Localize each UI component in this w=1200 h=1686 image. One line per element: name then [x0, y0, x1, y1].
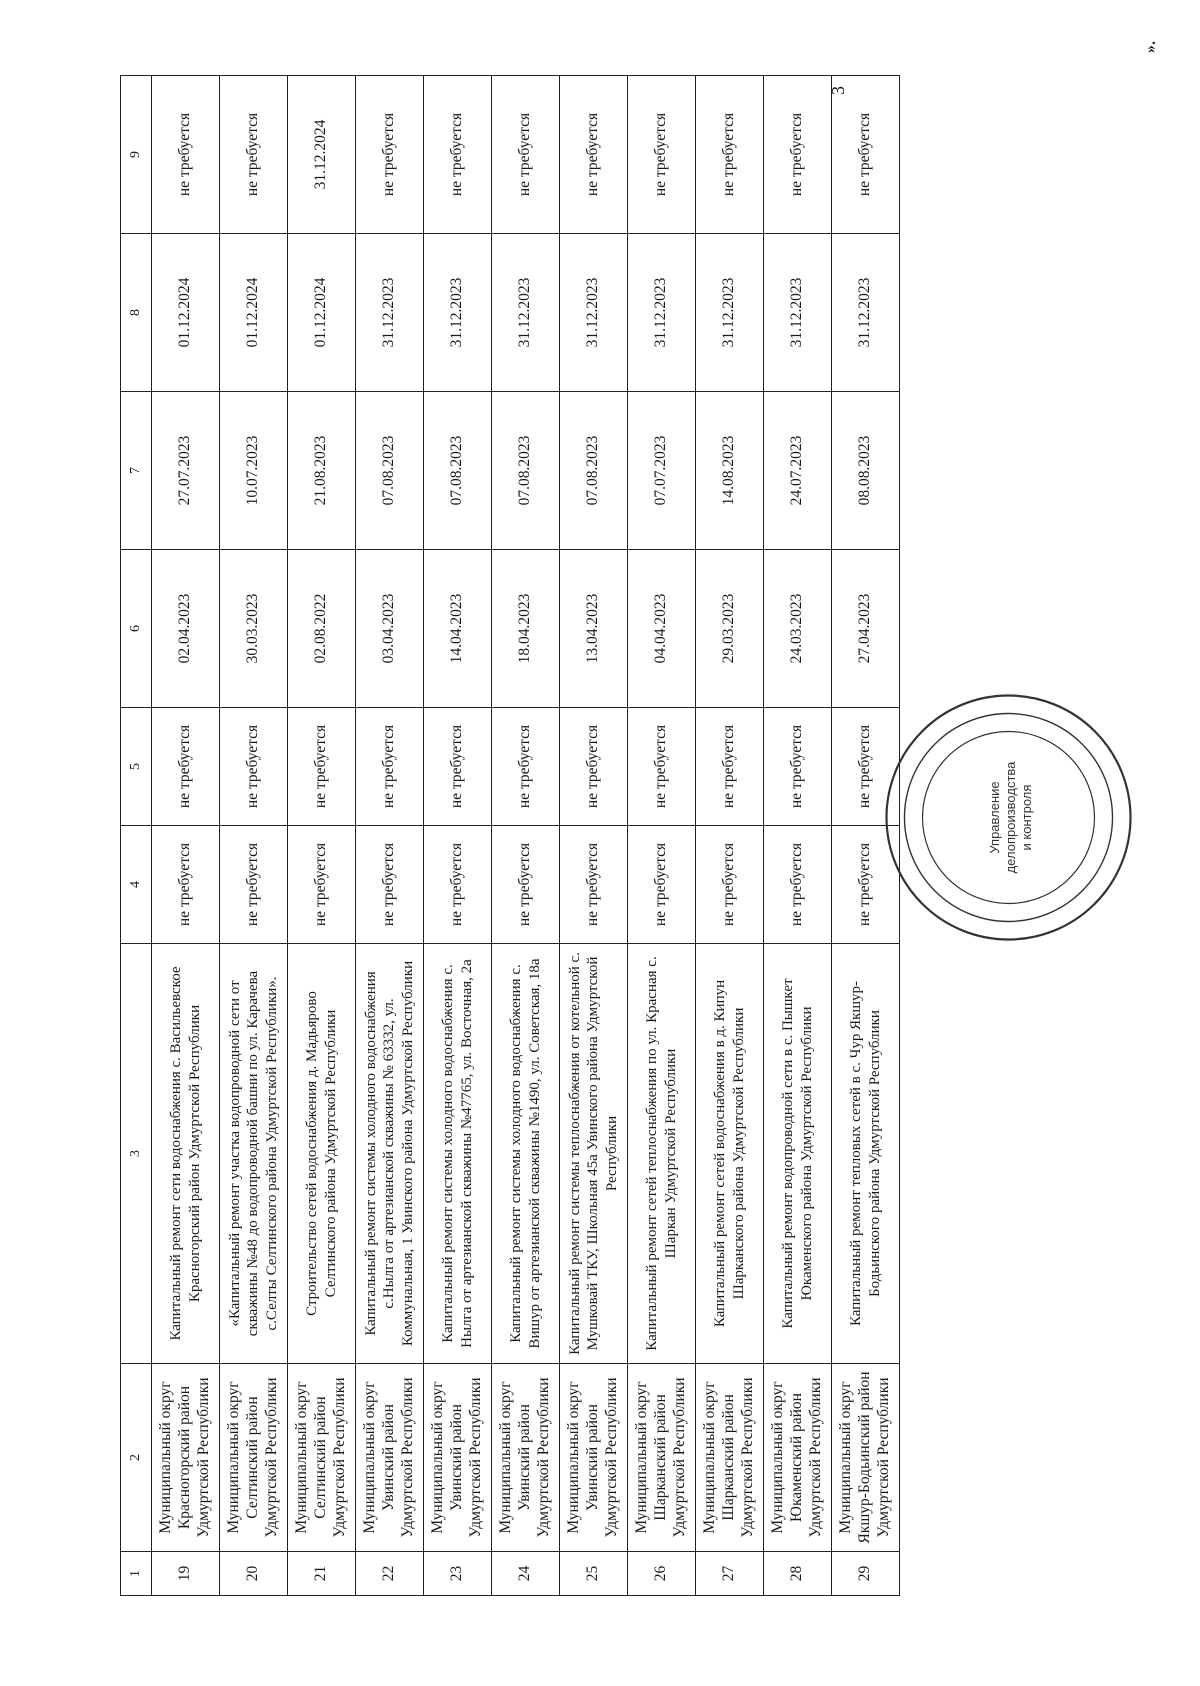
table-row [492, 76, 560, 1596]
table-row [288, 76, 356, 1596]
cell-col-5: не требуется [628, 708, 696, 826]
cell-col-7: 07.07.2023 [628, 392, 696, 550]
cell-col-5: не требуется [288, 708, 356, 826]
cell-col-9: не требуется [764, 76, 832, 234]
cell-col-8: 31.12.2023 [764, 234, 832, 392]
cell-col-5: не требуется [220, 708, 288, 826]
cell-col-5: не требуется [696, 708, 764, 826]
cell-col-6: 24.03.2023 [764, 550, 832, 708]
cell-col-9: не требуется [560, 76, 628, 234]
cell-col-4: не требуется [288, 826, 356, 944]
cell-col-9: не требуется [696, 76, 764, 234]
cell-col-9: не требуется [220, 76, 288, 234]
cell-col-1: 23 [424, 1552, 492, 1596]
table-row [424, 76, 492, 1596]
cell-col-8: 31.12.2023 [492, 234, 560, 392]
cell-col-1: 27 [696, 1552, 764, 1596]
cell-col-2: Муниципальный округ Увинский район Удмуртской Республики [492, 1364, 560, 1552]
cell-col-4: не требуется [832, 826, 900, 944]
cell-col-9: не требуется [492, 76, 560, 234]
cell-col-6: 14.04.2023 [424, 550, 492, 708]
cell-col-7: 07.08.2023 [424, 392, 492, 550]
cell-col-4: не требуется [628, 826, 696, 944]
cell-col-1: 22 [356, 1552, 424, 1596]
cell-col-3: Капитальный ремонт тепловых сетей в с. Чур Якшур-Бодьинского района Удмуртской Республики [832, 944, 900, 1364]
cell-col-5: не требуется [152, 708, 220, 826]
cell-col-9: 9 [121, 76, 152, 234]
header-row [121, 76, 152, 1596]
table-row [560, 76, 628, 1596]
cell-col-2: Муниципальный округ Селтинский район Удмуртской Республики [220, 1364, 288, 1552]
cell-col-8: 31.12.2023 [696, 234, 764, 392]
cell-col-2: Муниципальный округ Юкаменский район Удмуртской Республики [764, 1364, 832, 1552]
stamp-line-2: делопроизводства [1003, 761, 1018, 874]
cell-col-3: Капитальный ремонт сетей теплоснабжения по ул. Красная с. Шаркан Удмуртской Республики [628, 944, 696, 1364]
cell-col-1: 28 [764, 1552, 832, 1596]
cell-col-6: 30.03.2023 [220, 550, 288, 708]
cell-col-4: не требуется [220, 826, 288, 944]
cell-col-5: не требуется [764, 708, 832, 826]
cell-col-6: 02.04.2023 [152, 550, 220, 708]
cell-col-9: не требуется [424, 76, 492, 234]
cell-col-3: Строительство сетей водоснабжения д. Мадьярово Селтинского района Удмуртской Республики [288, 944, 356, 1364]
projects-table [120, 75, 900, 1596]
stamp-line-1: Управление [987, 781, 1002, 854]
stamp-line-3: и контроля [1019, 784, 1034, 851]
cell-col-9: не требуется [152, 76, 220, 234]
cell-col-3: Капитальный ремонт системы теплоснабжения от котельной с. Мушковай ТКУ, Школьная 45а Увинского района Удмуртской Республики [560, 944, 628, 1364]
cell-col-7: 24.07.2023 [764, 392, 832, 550]
cell-col-3: Капитальный ремонт системы холодного водоснабжения с.Нылга от артезианской скважины № 63332, ул. Коммунальная, 1 Увинского района Удмуртской Республики [356, 944, 424, 1364]
cell-col-3: 3 [121, 944, 152, 1364]
cell-col-6: 27.04.2023 [832, 550, 900, 708]
cell-col-7: 08.08.2023 [832, 392, 900, 550]
cell-col-5: 5 [121, 708, 152, 826]
official-stamp [881, 690, 1136, 945]
cell-col-7: 7 [121, 392, 152, 550]
cell-col-5: не требуется [424, 708, 492, 826]
cell-col-4: не требуется [696, 826, 764, 944]
cell-col-2: Муниципальный округ Увинский район Удмуртской Республики [424, 1364, 492, 1552]
cell-col-6: 13.04.2023 [560, 550, 628, 708]
cell-col-8: 31.12.2023 [832, 234, 900, 392]
cell-col-1: 29 [832, 1552, 900, 1596]
cell-col-1: 24 [492, 1552, 560, 1596]
cell-col-8: 31.12.2023 [628, 234, 696, 392]
cell-col-7: 21.08.2023 [288, 392, 356, 550]
cell-col-6: 04.04.2023 [628, 550, 696, 708]
cell-col-6: 18.04.2023 [492, 550, 560, 708]
cell-col-6: 29.03.2023 [696, 550, 764, 708]
cell-col-7: 14.08.2023 [696, 392, 764, 550]
cell-col-7: 10.07.2023 [220, 392, 288, 550]
cell-col-2: Муниципальный округ Якшур-Бодьинский район Удмуртской Республики [832, 1364, 900, 1552]
cell-col-2: Муниципальный округ Шарканский район Удмуртской Республики [628, 1364, 696, 1552]
cell-col-6: 6 [121, 550, 152, 708]
cell-col-9: 31.12.2024 [288, 76, 356, 234]
cell-col-9: не требуется [832, 76, 900, 234]
cell-col-7: 27.07.2023 [152, 392, 220, 550]
cell-col-6: 03.04.2023 [356, 550, 424, 708]
cell-col-4: не требуется [764, 826, 832, 944]
cell-col-9: не требуется [628, 76, 696, 234]
cell-col-3: «Капитальный ремонт участка водопроводной сети от скважины №48 до водопроводной башни по ул. Карачева с.Селты Селтинского района Удмуртской Республики». [220, 944, 288, 1364]
cell-col-4: не требуется [560, 826, 628, 944]
table-row [152, 76, 220, 1596]
cell-col-7: 07.08.2023 [356, 392, 424, 550]
table-row [696, 76, 764, 1596]
cell-col-8: 31.12.2023 [424, 234, 492, 392]
cell-col-1: 19 [152, 1552, 220, 1596]
table-row [356, 76, 424, 1596]
cell-col-2: Муниципальный округ Увинский район Удмуртской Республики [356, 1364, 424, 1552]
cell-col-8: 8 [121, 234, 152, 392]
table-row [220, 76, 288, 1596]
cell-col-1: 1 [121, 1552, 152, 1596]
closing-quote-mark: ». [1142, 41, 1159, 53]
cell-col-5: не требуется [356, 708, 424, 826]
cell-col-2: Муниципальный округ Шарканский район Удмуртской Республики [696, 1364, 764, 1552]
cell-col-3: Капитальный ремонт сетей водоснабжения в д. Кипун Шарканского района Удмуртской Республики [696, 944, 764, 1364]
cell-col-2: 2 [121, 1364, 152, 1552]
cell-col-5: не требуется [560, 708, 628, 826]
cell-col-3: Капитальный ремонт системы холодного водоснабжения с. Вишур от артезианской скважины №1490, ул. Советская, 18а [492, 944, 560, 1364]
cell-col-4: не требуется [356, 826, 424, 944]
cell-col-5: не требуется [492, 708, 560, 826]
cell-col-4: не требуется [424, 826, 492, 944]
cell-col-3: Капитальный ремонт водопроводной сети в с. Пышкет Юкаменского района Удмуртской Республики [764, 944, 832, 1364]
cell-col-1: 20 [220, 1552, 288, 1596]
table-row [764, 76, 832, 1596]
cell-col-4: 4 [121, 826, 152, 944]
cell-col-1: 26 [628, 1552, 696, 1596]
cell-col-5: не требуется [832, 708, 900, 826]
cell-col-3: Капитальный ремонт системы холодного водоснабжения с. Нылга от артезианской скважины №47765, ул. Восточная, 2а [424, 944, 492, 1364]
cell-col-8: 31.12.2023 [560, 234, 628, 392]
cell-col-8: 01.12.2024 [288, 234, 356, 392]
cell-col-7: 07.08.2023 [560, 392, 628, 550]
cell-col-9: не требуется [356, 76, 424, 234]
cell-col-7: 07.08.2023 [492, 392, 560, 550]
cell-col-8: 31.12.2023 [356, 234, 424, 392]
cell-col-8: 01.12.2024 [220, 234, 288, 392]
cell-col-1: 25 [560, 1552, 628, 1596]
cell-col-1: 21 [288, 1552, 356, 1596]
cell-col-2: Муниципальный округ Селтинский район Удмуртской Республики [288, 1364, 356, 1552]
cell-col-2: Муниципальный округ Увинский район Удмуртской Республики [560, 1364, 628, 1552]
cell-col-6: 02.08.2022 [288, 550, 356, 708]
cell-col-4: не требуется [492, 826, 560, 944]
page-number: 3 [828, 86, 848, 95]
cell-col-3: Капитальный ремонт сети водоснабжения с. Васильевское Красногорский район Удмуртской Республики [152, 944, 220, 1364]
table-row [628, 76, 696, 1596]
cell-col-4: не требуется [152, 826, 220, 944]
cell-col-2: Муниципальный округ Красногорский район Удмуртской Республики [152, 1364, 220, 1552]
cell-col-8: 01.12.2024 [152, 234, 220, 392]
